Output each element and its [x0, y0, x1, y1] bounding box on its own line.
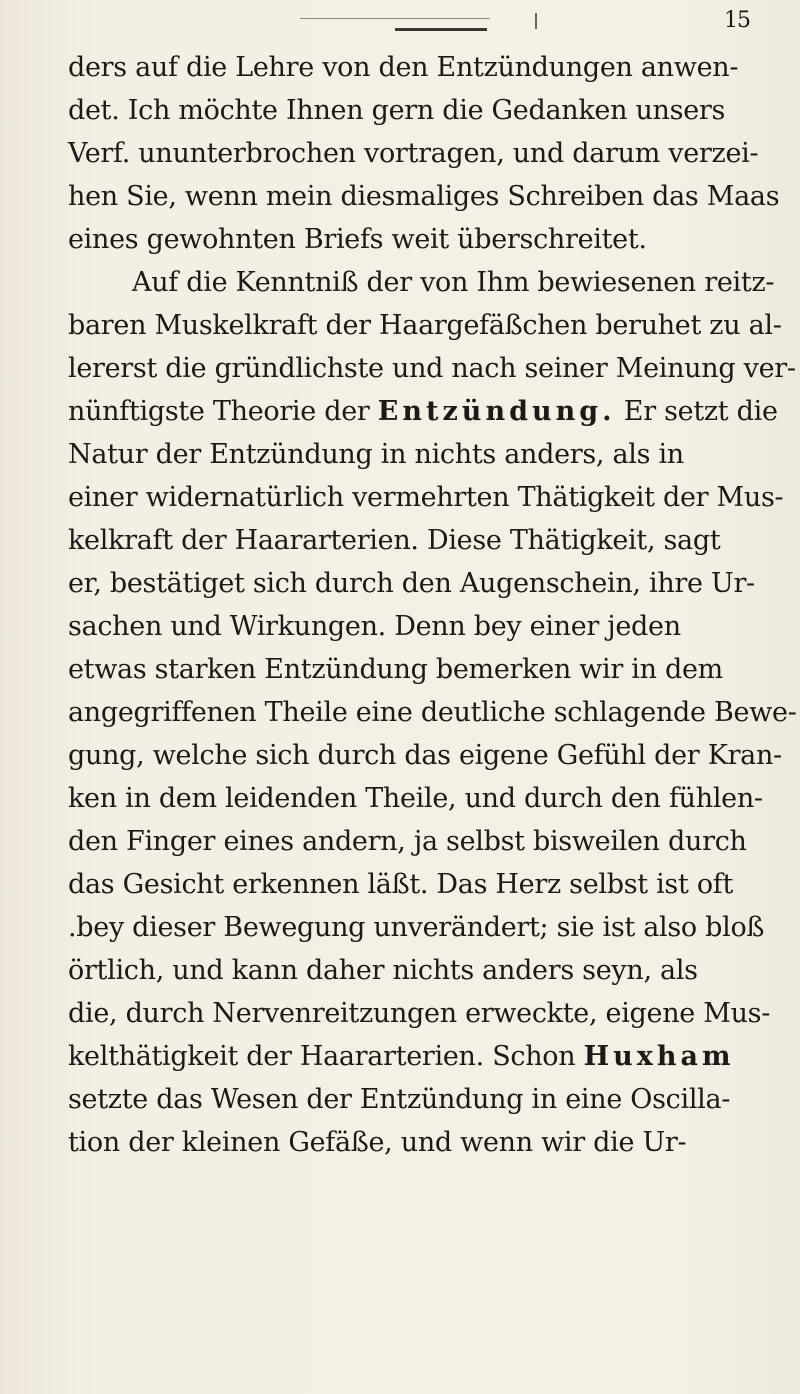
text-line: er, bestätiget sich durch den Augenschein, ihre Ur-: [68, 568, 755, 599]
text-line: eines gewohnten Briefs weit überschreitet.: [68, 224, 647, 255]
header-rule-thin: [300, 18, 490, 19]
text-line: setzte das Wesen der Entzündung in eine Oscilla-: [68, 1084, 731, 1115]
text-line: det. Ich möchte Ihnen gern die Gedanken unsers: [68, 95, 726, 126]
body-text: [68, 46, 797, 1164]
text-line: [68, 390, 778, 433]
emphasized-name: Huxham: [583, 1041, 735, 1072]
header-tick: [535, 13, 537, 29]
text-fragment: Er setzt die: [615, 396, 778, 427]
text-line: einer widernatürlich vermehrten Thätigkeit der Mus-: [68, 482, 784, 513]
text-line: Verf. ununterbrochen vortragen, und darum verzei-: [68, 138, 759, 169]
text-line: gung, welche sich durch das eigene Gefühl der Kran-: [68, 740, 782, 771]
header-rule: [395, 28, 487, 31]
text-fragment: nünftigste Theorie der: [68, 396, 378, 427]
text-line: angegriffenen Theile eine deutliche schlagende Bewe-: [68, 697, 797, 728]
text-line: örtlich, und kann daher nichts anders seyn, als: [68, 955, 698, 986]
text-line: .bey dieser Bewegung unverändert; sie ist also bloß: [68, 912, 765, 943]
text-line: ken in dem leidenden Theile, und durch den fühlen-: [68, 783, 763, 814]
text-line: kelkraft der Haararterien. Diese Thätigkeit, sagt: [68, 525, 721, 556]
text-line: baren Muskelkraft der Haargefäßchen beruhet zu al-: [68, 310, 782, 341]
text-line: das Gesicht erkennen läßt. Das Herz selbst ist oft: [68, 869, 734, 900]
text-line: lererst die gründlichste und nach seiner Meinung ver-: [68, 353, 796, 384]
text-line: Natur der Entzündung in nichts anders, als in: [68, 439, 684, 470]
text-line: ders auf die Lehre von den Entzündungen anwen-: [68, 52, 739, 83]
emphasized-term: Entzündung.: [377, 396, 616, 427]
text-line: [68, 1035, 768, 1078]
text-fragment: kelthätigkeit der Haararterien. Schon: [68, 1041, 584, 1072]
text-line: hen Sie, wenn mein diesmaliges Schreiben das Maas: [68, 181, 780, 212]
text-line: etwas starken Entzündung bemerken wir in dem: [68, 654, 723, 685]
text-line: sachen und Wirkungen. Denn bey einer jeden: [68, 611, 681, 642]
text-line: den Finger eines andern, ja selbst bisweilen durch: [68, 826, 747, 857]
paragraph-start-line: Auf die Kenntniß der von Ihm bewiesenen reitz-: [132, 267, 775, 298]
text-line: tion der kleinen Gefäße, und wenn wir die Ur-: [68, 1127, 687, 1158]
text-line: die, durch Nervenreitzungen erweckte, eigene Mus-: [68, 998, 771, 1029]
page-header: [0, 0, 800, 52]
page-number: 15: [724, 8, 750, 33]
